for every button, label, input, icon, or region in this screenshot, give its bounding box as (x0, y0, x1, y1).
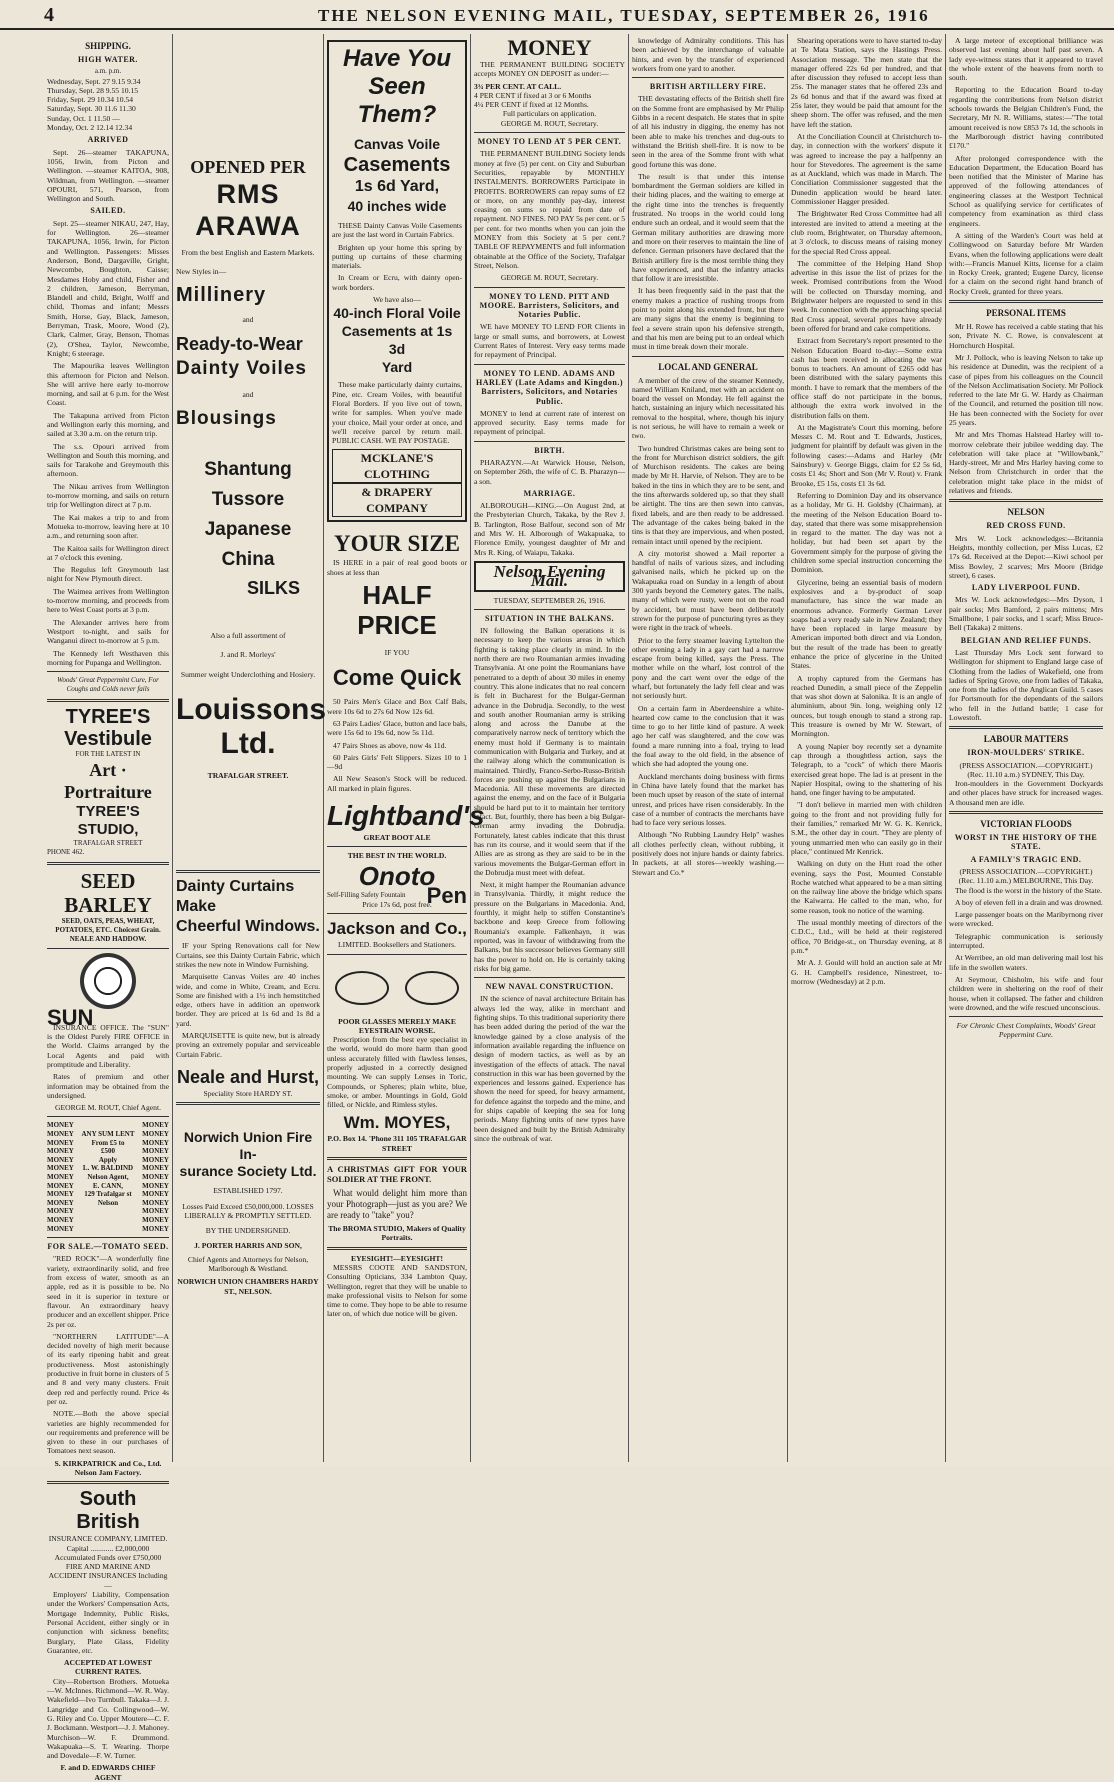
opened-per: OPENED PER (190, 157, 306, 177)
money-left: MONEY (47, 1207, 74, 1216)
local-general-heading: LOCAL AND GENERAL (658, 361, 758, 372)
money-right: MONEY (142, 1215, 169, 1224)
artillery-heading: BRITISH ARTILLERY FIRE. (649, 82, 767, 92)
misc-item: A sitting of the Warden's Court was held at Collingwood on Saturday before Mr Warden Evans, when the following applications were dealt with:—Francis Manuel Kitts, license for a claim in Rocky Creek, granted; Eugene Darcy, license for a claim on the second right hand branch of Rocky Creek, granted for three years. (949, 230, 1103, 296)
arrived-heading: ARRIVED (87, 135, 129, 145)
mclanes-2: & DRAPERY COMPANY (332, 483, 462, 517)
money-right: MONEY (142, 1173, 169, 1182)
onoto: Onoto (358, 860, 436, 891)
money-mid: L. W. BALDIND (82, 1164, 134, 1173)
shipping-news-item: The Mapourika leaves Wellington this afternoon for Picton and Nelson. She will arrive here early to-morrow morning, and sail at 6 p.m. for the West Coast. (47, 361, 169, 408)
money-mid: ANY SUM LENT (81, 1130, 135, 1139)
money-text: THE PERMANENT BUILDING SOCIETY accepts MONEY ON DEPOSIT as under:— (474, 60, 625, 79)
money-left: MONEY (47, 1164, 74, 1173)
column-news (629, 36, 787, 1462)
new-styles: New Styles in— (176, 267, 227, 277)
neale-hurst-addr: Speciality Store HARDY ST. (203, 1088, 293, 1098)
summer-underclothing: Summer weight Underclothing and Hosiery. (180, 669, 316, 679)
rout-sec: GEORGE M. ROUT, Secretary. (500, 118, 599, 128)
press-assoc-2: (PRESS ASSOCIATION.—COPYRIGHT.) (959, 866, 1093, 876)
tyree-street: TRAFALGAR STREET (73, 839, 143, 847)
norwich-union-2: surance Society Ltd. (179, 1163, 317, 1180)
tide-row: Monday, Oct. 2 12.14 12.34 (47, 123, 133, 133)
masthead (0, 0, 1114, 30)
money-right: MONEY (142, 1207, 169, 1216)
tyree-title: TYREE'S (65, 705, 151, 728)
and-text: and (242, 314, 254, 324)
south-british-title: South British (76, 1488, 140, 1534)
and-text-2: and (242, 389, 254, 399)
jackson-co: Jackson and Co., (327, 919, 467, 939)
seen-them: Seen Them? (357, 73, 437, 128)
eyesight: EYESIGHT!—EYESIGHT! (351, 1253, 443, 1263)
money-mid: E. CANN, (92, 1181, 124, 1190)
sun-emblem-icon (80, 953, 136, 1009)
spectacles-icon (327, 961, 467, 1011)
mclanes-1: MCKLANE'S CLOTHING (332, 449, 462, 483)
belgian-text: Last Thursday Mrs Lock sent forward to Wellington for shipment to England large case of Clothing from the ladies of Wakefield, one from ladies of Spring Grove, one from ladies of Takaka, one from the ladies of the Anglican Guild. 5 cases for Portsmouth for the dependants of the sailors who fell in the Jutland battle; 1 case for Lowestoft. (949, 647, 1103, 722)
money-row (47, 1164, 169, 1173)
dainty-voiles: Dainty Voiles (176, 357, 307, 379)
moyes-addr: P.O. Box 14. 'Phone 311 105 TRAFALGAR STREET (327, 1134, 467, 1153)
lady-liverpool-heading: LADY LIVERPOOL FUND. (971, 583, 1081, 593)
misc-item: After prolonged correspondence with the Education Department, the Education Board has been notified that the Minister of Marine has approved of the following attendances of engineering classes at the Westport Technical School as qualifying service for certificates of competency from examination as third class engineers. (949, 153, 1103, 228)
dainty-curtains: Dainty Curtains (176, 878, 295, 896)
ys-text: IS HERE in a pair of real good boots or shoes at less than (327, 558, 467, 577)
money-left: MONEY (47, 1224, 74, 1233)
flood-item: At Werribee, an old man delivering mail lost his life in the swollen waters. (949, 953, 1103, 972)
sb-chief: F. and D. EDWARDS CHIEF AGENT (60, 1763, 156, 1782)
blousings: Blousings (176, 408, 277, 430)
worst-history: WORST IN THE HISTORY OF THE STATE. (954, 833, 1098, 852)
adams-text: MONEY to lend at current rate of interest on approved security. Easy terms made for repayment of principal. (474, 408, 625, 437)
local-item: Mr A. J. Gould will hold an auction sale at Mr G. H. Campbell's residence, Ninestreet, to-morrow (Wednesday) at 2 p.m. (791, 958, 942, 986)
particulars: Full particulars on application. (502, 109, 597, 119)
curtains-para: IF your Spring Renovations call for New Curtains, see this Dainty Curtain Fabric, which strikes the new note in Window Furnishing. (176, 941, 320, 969)
money-row (47, 1190, 169, 1199)
marriage-heading: MARRIAGE. (523, 488, 576, 498)
high-water-heading: HIGH WATER. (78, 55, 138, 64)
seed-barley: BARLEY (64, 892, 152, 917)
sydney: (Rec. 11.10 a.m.) SYDNEY, This Day. (967, 769, 1085, 779)
money-row (47, 1147, 169, 1156)
casements: Casements (343, 154, 451, 176)
money-mid: £500 (101, 1147, 115, 1156)
boot-items (327, 697, 467, 793)
rate-6: 4 PER CENT if fixed at 3 or 6 Months (474, 90, 592, 100)
come-quick: Come Quick (332, 665, 462, 691)
money-right: MONEY (142, 1138, 169, 1147)
local-item: A young Napier boy recently set a dynamite cap through a thoughtless action, says the Telegraph, to a "cock" of which there Maoris exercised great hope. The lad is at present in the Napier Hospital, owing to the shattering of his hand, one finger having to be amputated. (791, 741, 942, 798)
local-item: Referring to Dominion Day and its observance as a holiday, Mr G. H. Goldsby (Chairman), at the meeting of the Nelson Education Board to-day, stated that there was some misapprehension in regard to the matter. The day was not a holiday, but had been set apart by the Government simply for the purpose of giving the children some special instruction concerning the Dominion. (791, 490, 942, 575)
naval-cont: knowledge of Admiralty conditions. This has been achieved by the interchange of valuable hints, and even by the transfer of experienced workers from one yard to another. (632, 36, 784, 73)
shipping-news-item: The Kaitoa sails for Wellington direct at 7 o'clock this evening. (47, 543, 169, 562)
money-left: MONEY (47, 1181, 74, 1190)
tyree-phone: PHONE 462. (47, 848, 85, 857)
column-money (471, 36, 628, 1462)
sb-funds: Accumulated Funds over £750,000 (54, 1552, 162, 1562)
floral-voile: 40-inch Floral Voile (333, 305, 461, 322)
naval-text: IN the science of naval architecture Britain has always led the way, alike in merchant and fighting ships. To this traditional superiority there has been added during the period of the war the knowledge gained by a close analysis of the information available regarding the influence on design of modern tactics, as well as by an investigation of the effects of attack. The naval construction in this war has been governed by the experiences and lessons gained. Experience has shown the need for speed, for heavy armament, for defence against the torpedo and the mine, and for ships capable of keeping the sea for long periods. Many fighting units of new types have been designed and built by the British Admiralty since the outbreak of war. (474, 994, 625, 1143)
money-right: MONEY (142, 1155, 169, 1164)
shipping-news-item: The Kennedy left Westhaven this morning for Pupanga and Wellington. (47, 648, 169, 667)
rms-arawa: RMS ARAWA (195, 179, 301, 241)
seed-text: SEED, OATS, PEAS, WHEAT, POTATOES, ETC. Choicest Grain. NEALE AND HADDOW. (55, 916, 161, 944)
tyree-text: FOR THE LATEST IN (75, 749, 141, 758)
editorial-date: TUESDAY, SEPTEMBER 26, 1916. (493, 595, 606, 605)
sb-text: Employers' Liability, Compensation under the Workers' Compensation Acts, Mortgage Indemnity, Public Risks, Personal Accident, either singly or in conjunction with sickness benefits; Burglary, Plate Glass, Fidelity Guarantee, etc. (47, 1590, 169, 1655)
rate-12: 4¼ PER CENT if fixed at 12 Months. (474, 100, 589, 110)
japanese: Japanese (204, 519, 292, 541)
boot-item: 50 Pairs Men's Glace and Box Calf Bals, were 10s 6d to 27s 6d Now 12s 6d. (327, 697, 467, 716)
wm-moyes: Wm. MOYES, (343, 1113, 451, 1133)
width: 40 inches wide (347, 198, 447, 214)
local-para: Prior to the ferry steamer leaving Lyttelton the other evening a lady in a gay cart had a narrow escape from being killed, says the Press. The mother while on the wharf, lost control of the pony and the cart went over the edge of the wharf, but fortunately the lady fell clear and was not seriously hurt. (632, 635, 784, 701)
sun-text: INSURANCE OFFICE. The "SUN" is the Oldest Purely FIRE OFFICE in the World. Claims arranged by the Local Agents and paid with promptitude and Liberality. (47, 1022, 169, 1069)
onoto-price: Price 17s 6d, post free. (362, 899, 432, 909)
millinery: Millinery (176, 283, 267, 306)
curtains-para: MARQUISETTE is quite new, but is already proving an extremely popular and serviceable Curtain Fabric. (176, 1031, 320, 1059)
money-mid: Apply (98, 1155, 118, 1164)
money-row (47, 1130, 169, 1139)
money-left: MONEY (47, 1155, 74, 1164)
cv-text: THESE Dainty Canvas Voile Casements are just the last word in Curtain Fabrics. (332, 221, 462, 240)
personal-item: Mr J. Pollock, who is leaving Nelson to take up his residence at Dunedin, was the recipient of a case of pipes from his colleagues on the Council of the Nelson Acclimatisation Society. Mr Pollock referred to the late Mr G. W. Hardy as Chairman of the Council, and returned the position till now. He has been connected with the Society for over 25 years. (949, 352, 1103, 427)
onoto-pen: Pen (426, 882, 467, 908)
money-right: MONEY (142, 1181, 169, 1190)
money-row (47, 1121, 169, 1130)
onoto-fill: Self-Filling Safety Fountain (327, 890, 406, 899)
labour-text: Iron-moulders in the Government Dockyards and other places have struck for increased wages. A thousand men are idle. (949, 779, 1103, 807)
flood-item: At Seymour, Chisholm, his wife and four children were in sheltering on the roof of their house, when it collapsed. The father and children were drowned, and the wife rescued unconscious. (949, 974, 1103, 1012)
cv-text2: Brighten up your home this spring by putting up curtains of these charming materials. (332, 242, 462, 271)
labour-heading: LABOUR MATTERS (983, 734, 1069, 745)
local-para: Although "No Rubbing Laundry Help" washes all clothes perfectly clean, without rubbing, it positively does not injure hands or dainty fabrics. In packets, at all stores—weekly washing.—Stewart and Co.* (632, 830, 784, 877)
melbourne: (Rec. 11.10 a.m.) MELBOURNE, This Day. (958, 876, 1094, 886)
glasses-text: Prescription from the best eye specialist in the world, would do more harm than good unless accurately filled with flawless lenses, properly adjusted in a correctly designed mounting. We can supply Lenses in Toric, Compounds, or Spheres; plain white, blue, smoke, or amber. Mountings in Gold, Gold filled, or Nickle, and Rimless styles. (327, 1035, 467, 1110)
shipping-news (47, 361, 169, 667)
tomato-text (47, 1254, 169, 1455)
misc-items (949, 36, 1103, 296)
nu-by: BY THE UNDERSIGNED. (205, 1226, 291, 1236)
local-items (791, 36, 942, 986)
local-para: A member of the crew of the steamer Kennedy, named William Kniland, met with an accident on board the vessel on Monday. He fell against the hatch, sustaining an injury which necessitated his removal to the hospital, where, though his injury is not serious, he will have to remain a week or two. (632, 375, 784, 441)
shipping-news-item: The Nikau arrives from Wellington to-morrow morning, and sails on return trip for Wellington direct at 7 p.m. (47, 481, 169, 510)
column-personal (946, 36, 1106, 1462)
personal-item: Mr and Mrs Thomas Halstead Harley will to-morrow celebrate their jubilee wedding day. The celebration will take place at "Willowbank," Hardy-street, Mr and Mrs Harley having come to Nelson from Christchurch in order that the celebration might take place in the midst of relatives and friends. (949, 430, 1103, 496)
sb-fire: FIRE AND MARINE AND ACCIDENT INSURANCES Including— (48, 1562, 168, 1590)
artillery-para: The result is that under this intense bombardment the German soldiers are killed in their hiding places, and the waiting to emerge at the right time into the trenches is frequently frustrated. No troops in the world could long endure such an ordeal, and it would seem that the German military authorities are drawing more and more on their reserves to maintain the line of defence. German prisoners have declared that the British artillery fire is the most terrible thing they have experienced, and that the infantry attacks that follow it are irresistible. (632, 171, 784, 284)
artillery-para: It has been frequently said in the past that the enemy makes a practice of rushing troops from point to point along his extended front, but there are many signs that the enemy is beginning to feel a severe strain upon his defensive strength, and that his men are being put to an ordeal which must in time break down their morale. (632, 286, 784, 352)
cheerful-windows: Cheerful Windows. (176, 918, 320, 936)
column-ads-right (324, 36, 485, 1462)
money-mid: From £5 to (91, 1138, 125, 1147)
money-right: MONEY (142, 1224, 169, 1233)
birth-text: PHARAZYN.—At Warwick House, Nelson, on September 26th, the wife of C. B. Pharazyn—a son. (474, 457, 625, 486)
price-yard: 1s 6d Yard, (354, 178, 440, 195)
lady-liverpool-text: Mrs W. Lock acknowledges:—Mrs Dyson, 1 pair socks; Mrs Bamford, 2 pairs mittens; Mrs Smallbone, 1 pair socks, and 1 scarf; Miss Bruce-Bell (Takaka) 2 mittens. (949, 595, 1103, 633)
money-left: MONEY (47, 1130, 74, 1139)
red-cross-heading: RED CROSS FUND. (986, 521, 1066, 531)
curtains-text (176, 941, 320, 1059)
sailed-text: Sept. 25—steamer NIKAU, 247, Hay, for Wellington. 26—steamer TAKAPUNA, 1056, Irwin, for Picton and Wellington. Passengers: Misses Anderson, Bond, Dargaville, Gright, Newcombe, Boughton, Caisse; Mesdames Hoby and child, Fisher and 2 children, Jameson, Berryman, Blandell and child, Bright, Wolff and child, Thomas and infant; Messrs Smith, Horse, Gay, Black, Jameson, Berryman, Trask, Moore, Wood (2), Clark, Calmer, Gray, Benson, Thomas (2), O'Shea, Taylor, Newcombe, Knight; 6 steerage. (47, 218, 169, 358)
floral-price: Casements at 1s 3d (341, 323, 453, 358)
sun-text2: Rates of premium and other information may be obtained from the undersigned. (47, 1072, 169, 1100)
nu-est: ESTABLISHED 1797. (213, 1186, 283, 1196)
shipping-news-item: The s.s. Opouri arrived from Wellington and South this morning, and sails for Tarakohe and Greymouth this afternoon. (47, 441, 169, 479)
money-mid: Nelson (97, 1198, 119, 1207)
local-item: At the Conciliation Council at Christchurch to-day, in connection with the workers' dispute it was agreed to increase the pay a halfpenny an hour for Stevedores. The agreement is the same as at Auckland, which was made in March. The Conciliation Commissioner suggested that the Dunedin application would be heard later. Commissioner Hagger presided. (791, 131, 942, 207)
balkans-para: IN following the Balkan operations it is necessary to keep the various areas in which fighting is taking place clearly in mind. In the north there are two Roumanian armies invading Transylvania. At one point the Roumanians have penetrated to a depth of about 30 miles in enemy country. This alone indicates that no real concern is felt in Bucharest for the Bulgar-German advance in the Dobrudja. Secondly, to the west and south another Roumanian army is striking along and across the Danube at the comparatively narrow neck of territory which the enemy must hold if Germany is to maintain communication with Bulgaria and Turkey, and at the railway along which the communication is maintained. Thirdly, Franco-Serbo-Russo-British forces are pushing up against the Bulgarians in Macedonia. All these movements are directed against the enemy, and on the face of it Bulgaria should be hard put to it to maintain her territory intact. But, fourthly, there has been a big Bulgar-German army invading the Dobrudja. Fortunately, latest cables indicate that this thrust has run its course, and it would seem that if the Allies are as strong as they are said to be in the various movements the Bulgar-German effort in the Dobrudja must meet with defeat. (474, 626, 625, 877)
iron-moulders: IRON-MOULDERS' STRIKE. (967, 748, 1085, 758)
tussore: Tussore (211, 489, 285, 511)
money-row (47, 1173, 169, 1182)
tide-row: Friday, Sept. 29 10.34 10.54 (47, 95, 133, 105)
tyree-studio: TYREE'S STUDIO, (76, 803, 140, 838)
tomato-heading: FOR SALE.—TOMATO SEED. (47, 1242, 169, 1252)
curtains-para: Marquisette Canvas Voiles are 40 inches wide, and come in White, Cream, and Ecru. Some are finished with a 1½ inch hemstitched edge, others have in addition an openwork border. They are priced at 1s 6d and 1s 8d a yard. (176, 972, 320, 1028)
cv-text4: These make particularly dainty curtains, Pine, etc. Cream Voiles, with beautiful Floral Borders. If you live out of town, write for samples. When you've made your choice, Mail your order at once, and we'll receive parcel by return mail. PUBLIC CASH. WE PAY POSTAGE. (332, 380, 462, 446)
shipping-news-item: The Waimea arrives from Wellington to-morrow morning, and proceeds from here to West Coast ports at 3 p.m. (47, 586, 169, 615)
seed-title: SEED (80, 868, 136, 893)
tide-row: Thursday, Sept. 28 9.55 10.15 (47, 85, 139, 95)
money-left: MONEY (47, 1190, 74, 1199)
press-assoc: (PRESS ASSOCIATION.—COPYRIGHT.) (959, 760, 1093, 770)
boot-item: 63 Pairs Ladies' Glace, button and lace bals, were 15s 6d to 19s 6d, now 5s 11d. (327, 718, 468, 738)
local-item: Walking on duty on the Hutt road the other evening, says the Post, Mounted Constable Roche watched what appeared to be a man sitting on the railway line above the bridge which spans the Kaiwarra. He called to the man, who, for some reason, took no notice of the warning. (791, 859, 942, 915)
louissons: Louissons (176, 693, 327, 727)
balkans-heading: SITUATION IN THE BALKANS. (484, 613, 615, 623)
sailed-heading: SAILED. (90, 206, 126, 216)
poor-glasses: POOR GLASSES MERELY MAKE EYESTRAIN WORSE. (338, 1016, 456, 1035)
local-general-text (632, 376, 784, 877)
onoto-best: THE BEST IN THE WORLD. (347, 851, 447, 861)
sb-accepted: ACCEPTED AT LOWEST CURRENT RATES. (64, 1658, 152, 1677)
tide-row: Sunday, Oct. 1 11.50 — (47, 113, 120, 123)
canvas-voile: Canvas Voile (353, 136, 441, 152)
local-item: A trophy captured from the Germans has reached Dunedin, a small piece of the Zeppelin that was shot down at Salonika. It is an angle of aluminium, about 9in. long, weighing only 12 ounces, but tough enough to stand a strong rap. This treasure is owned by Mr W. Stewart, of Mornington. (791, 673, 942, 739)
adams-harley: MONEY TO LEND. ADAMS AND HARLEY (Late Adams and Kingdon.) Barristers, Solicitors, and Notaries Public. (475, 368, 624, 406)
money-right: MONEY (142, 1130, 169, 1139)
nu-chambers: NORWICH UNION CHAMBERS HARDY ST., NELSON. (177, 1277, 319, 1296)
eyesight-text: MESSRS COOTE AND SANDSTON, Consulting Opticians, 334 Lambton Quay, Wellington, regret that they will be unable to make professional visits to Nelson for some time to come. They hope to be able to resume later on, of which due notice will be given. (327, 1262, 467, 1319)
local-item: Shearing operations were to have started to-day at Te Mata Station, says the Hastings Press. Association message. The men state that the manager offered 22s 6d per hundred, and that after discussion they refused to accept less than 25s. The manager states that he offered 23s and 2s 6d bonus and that if the award was fixed at 25s later, they would be paid that amount for the sheep shorn. The offer was refused, and the men have left the station. (791, 36, 942, 129)
flood-item: The flood is the worst in the history of the State. (955, 885, 1102, 895)
naval-heading: NEW NAVAL CONSTRUCTION. (485, 982, 614, 992)
lightbands: Lightband's (327, 800, 485, 832)
artillery-text (632, 94, 784, 351)
great-boot-ale: GREAT BOOT ALE (363, 833, 431, 843)
christmas-gift: A CHRISTMAS GIFT FOR YOUR SOLDIER AT THE FRONT. (327, 1164, 467, 1185)
local-item: "I don't believe in married men with children going to the front and not providing fully for their families," remarked Mr W. G. K. Kenrick, S.M., the other day in court. "They are plenty of young unmarried men who can easily go in their place," continued Mr Kenrick. (791, 800, 942, 856)
shipping-heading: SHIPPING. (85, 41, 131, 51)
local-item: At the Magistrate's Court this morning, before Messrs C. M. Rout and T. Edwards, Justices, judgment for plaintiff by default was given in the following cases:—Adams and Harley (Mr Sainsbury) v. George Biggs, claim for £2 5s 6d, costs £1 4s; Short and Son (Mr V. Rout) v. Frank Brooke, £5 15s, costs £1 3s 6d. (791, 422, 942, 488)
local-item: The usual monthly meeting of directors of the C.D.C., Ltd., will be held at their registered office, 70 Bridge-st., on Thursday evening, at 8 p.m.* (791, 918, 942, 955)
boot-item: All New Season's Stock will be reduced. All marked in plain figures. (327, 774, 467, 793)
if-you: IF YOU (384, 648, 410, 658)
tyree-art: Art · Portraiture (64, 760, 152, 802)
balkans-para: Next, it might hamper the Roumanian advance in Transylvania. Thirdly, it might reduce the pressure on the Bulgarians in Macedonia. And, fourthly, it might help to stiffen Constantine's backbone and keep Greece from following Roumania's example. Falkenhayn, it was reported, was in favour of withdrawing from the Balkans, but his successor believes Germany still has the power to hold on. He is certainly taking risks for big game. (474, 880, 625, 973)
local-para: On a certain farm in Aberdeenshire a white-hearted cow came to the conclusion that it was time to go to her little kind of pasture. A week ago her calf was slaughtered, and the cow was found a mare running into a foal, trying to lead the foal away to the old field, in the absence of which she had adopted the young one. (632, 703, 784, 769)
sb-agents: City—Robertson Brothers. Motueka—W. McInnes. Richmond—W. R. Way. Wakefield—Ivo Turnbull. Takaka—J. J. Langridge and Co. Collingwood—W. G. Riley and Co. Upper Moutere—C. F. J. Bockmann. Westport—J. J. Mahoney. Murchison—W. F. Drummond. Wakapuaka—S. T. Wearing. Thorpe and Dovedale—F. W. Turner. (47, 1676, 169, 1761)
from-markets: From the best English and Eastern Markets. (181, 248, 315, 257)
page-number: 4 (44, 4, 54, 26)
your-size: YOUR SIZE (334, 531, 460, 557)
local-item: The committee of the Helping Hand Shop advertise in this issue the list of prizes for the week. Promised contributions from the Wood will be collected on Thursday morning, and Brightwater helpers are requested to send in this week. In connection with the approaching special Red Cross appeal, several prizes have already been offered for brand and cake competitions. (791, 258, 942, 333)
money-row (47, 1199, 169, 1208)
sb-line: INSURANCE COMPANY, LIMITED. (48, 1534, 168, 1544)
lend-5: MONEY TO LEND AT 5 PER CENT. (477, 137, 622, 147)
money-right: MONEY (142, 1164, 169, 1173)
broma-studio: The BROMA STUDIO, Makers of Quality Portraits. (328, 1224, 466, 1243)
arrived-text: Sept. 26—steamer TAKAPUNA, 1056, Irwin, from Picton and Wellington. —steamer KAITOA, 908, Wildman, from Wellington. —steamer OPOURI, 571, Pearson, from Wellington and South. (47, 147, 169, 204)
ready-to-wear: Ready-to-Wear (176, 333, 303, 354)
tragic-end: A FAMILY'S TRAGIC END. (970, 854, 1082, 864)
price: PRICE (357, 610, 437, 641)
shantung: Shantung (204, 459, 292, 481)
shipping-news-item: The Regulus left Greymouth last night for New Plymouth direct. (47, 565, 169, 584)
money-row (47, 1182, 169, 1191)
artillery-para: THE devastating effects of the British shell fire on the Somme front are emphasised by Mr Philip Gibbs in a recent despatch. He states that in spite of all his industry in digging, the enemy has not been able to make his trenches and dug-outs to withstand the British shell-fire. It is now to be seen in the area of the Somme front with what good fortune this was done. (632, 94, 784, 169)
dainty-make: Make (176, 898, 217, 916)
shipping-news-item: The Takapuna arrived from Picton and Wellington early this morning, and sailed at 3.30 a.m. on the return trip. (47, 410, 169, 439)
shipping-news-item: The Alexander arrives here from Westport to-night, and sails for Wanganui direct to-morrow at 5 p.m. (47, 617, 169, 646)
balkans-text (474, 626, 625, 973)
floods-text (949, 886, 1103, 1013)
tide-header: a.m. p.m. (94, 67, 122, 76)
personal-items-heading: PERSONAL ITEMS (986, 308, 1066, 319)
silks: SILKS (246, 578, 300, 599)
tide-row: Wednesday, Sept. 27 9.15 9.34 (47, 76, 141, 86)
tide-table (47, 77, 169, 133)
birth-heading: BIRTH. (534, 445, 565, 455)
louissons-ltd: Ltd. (220, 727, 276, 761)
tide-row: Saturday, Sept. 30 11.6 11.30 (47, 104, 136, 114)
money-left: MONEY (47, 1173, 74, 1182)
canvas-voile-ad (327, 40, 467, 522)
lend-text: THE PERMANENT BUILDING Society lends money at five (5) per cent. on City and Suburban Securities, repayable by MONTHLY INSTALMENTS. BORROWERS Participate in PROFITS. BORROWERS can repay sums of £2 or more, on any monthly pay-day, interest ceasing on sums so repaid from date of repayment. NO FINES. NO PAY 5s per cent. or 5 per cent. for two months when you can join the MONEY from this Society at 5 per cent.? TABLE OF REPAYMENTS and full information obtainable at the Office of the Society, Trafalgar Street, Nelson. (474, 149, 625, 270)
local-para: Two hundred Christmas cakes are being sent to the front for Murchison district soldiers, the gift of Murchison residents. The cakes are being made by Mr H. Harvie, of Nelson. They are to be baked in the tins in which they are to be sent, and the tins afterwards soldered up, so that they shall be airtight. The tins are then sewn into canvas, fixed labels, and are then ready to be addressed. The advantage of the cakes being baked in the tins is that they are impervious, and when posted, remain intact until opened by the recipient. (632, 443, 784, 546)
lend-sec: GEORGE M. ROUT, Secretary. (500, 273, 599, 283)
money-row (47, 1139, 169, 1148)
local-item: The Brightwater Red Cross Committee had all interested are invited to attend a meeting at the club room, Brightwater, on Thursday afternoon, at 3 o'clock, to discuss means of raising money for the special Red Cross appeal. (791, 209, 942, 256)
local-item: Extract from Secretary's report presented to the Nelson Education Board to-day:—Some extra cash has been received in allocating the war bonus to teachers. An amount of £265 odd has been distributed with the salary payments this month. I have to remark that the members of the office staff do not participate in the bonus, although the extra work involved in the distribution falls on them. (791, 336, 942, 420)
personal-items-text (949, 322, 1103, 495)
money-row (47, 1207, 169, 1216)
money-mid: Nelson Agent, (87, 1173, 129, 1182)
tomato-para: NOTE.—Both the above special varieties are highly recommended for our requirements and preference will be given to these in our purchases of Tomatoes next season. (47, 1409, 169, 1456)
money-right: MONEY (142, 1198, 169, 1207)
local-para: Auckland merchants doing business with firms in China have lately found that the market has been much upset by reason of the state of internal unrest, and prices have risen considerably. In the case of a number of contracts the merchants have had to face very serious losses. (632, 771, 784, 828)
rate-call: 3¾ PER CENT. AT CALL. (474, 81, 562, 91)
money-right: MONEY (142, 1147, 169, 1156)
norwich-union: Norwich Union Fire In- (183, 1129, 313, 1163)
money-mid: 129 Trafalgar st (84, 1190, 132, 1199)
cv-text3: In Cream or Ecru, with dainty open-work borders. (332, 273, 462, 292)
tomato-para: "NORTHERN LATITUDE"—A decided novelty of high merit because of its early ripening habit and great productiveness. Most astonishingly productive in fruit borne in clusters of 5 and 8 and very many clusters. Fruit deep red and perfectly round. Price 4s per oz. (47, 1331, 169, 1406)
newspaper-title: THE NELSON EVENING MAIL, TUESDAY, SEPTEMBER 26, 1916 (318, 6, 930, 25)
flood-item: Large passenger boats on the Maribyrnong river were wrecked. (949, 910, 1103, 929)
money-left: MONEY (47, 1138, 74, 1147)
column-local (788, 36, 945, 1462)
local-item: Glycerine, being an essential basis of modern explosives and a by-product of soap manufacture, has since the war made an enormous advance. Formerly German Lever soaps had a very ready sale in New Zealand; they have been replaced in large measure by American imported both direct and via London, but the result of the trade has been to greatly enhance the price of glycerine in the United States. (791, 577, 942, 671)
misc-item: A large meteor of exceptional brilliance was observed last evening about half past seven. A lady eye-witness states that it appeared to travel the whole extent of the heavens from north to south. (949, 36, 1103, 83)
half: HALF (362, 580, 432, 611)
boot-item: 47 Pairs Shoes as above, now 4s 11d. (333, 740, 447, 750)
pitt-text: WE have MONEY TO LEND FOR Clients in large or small sums, and borrowers, at Lowest Current Rates of Interest. Very easy terms made for repayment of Principal. (474, 322, 625, 360)
tomato-para: "RED ROCK"—A wonderfully fine variety, extraordinarily solid, and free from excess of water, smooth as an apple, red as it is possible to be. No seed in it is superior in texture or flavour. An extraordinary heavy producer and an excellent shipper. Price 2s per oz. (47, 1254, 169, 1329)
boot-item: 60 Pairs Girls' Felt Slippers. Sizes 10 to 1—9d (327, 752, 467, 772)
china: China (221, 549, 275, 571)
money-row (47, 1216, 169, 1225)
personal-item: Mr H. Rowe has received a cable stating that his son, Private N. C. Rowe, is convalescent at Hornchurch Hospital. (949, 322, 1103, 350)
xmas-text: What would delight him more than your Photograph—just as you are? We are ready to "take" you? (327, 1188, 467, 1221)
sun-title: SUN (47, 1005, 94, 1031)
assortment: Also a full assortment of (210, 631, 286, 641)
floral-yard: Yard (381, 359, 413, 376)
editorial-masthead: Nelson Evening Mail. (474, 561, 625, 592)
sb-capital: Capital ............ £2,000,000 (66, 1543, 150, 1553)
neale-hurst: Neale and Hurst, (176, 1066, 320, 1087)
cv-also: We have also— (373, 295, 421, 305)
red-cross-text: Mrs W. Lock acknowledges:—Britannia Heights, monthly collection, per Miss Lucas, £2 17s 6d. Received at the Depot:—Kiwi school per Miss Bowley, 2 scarves; Mrs Moore (Bridge street), 6 cases. (949, 533, 1103, 580)
local-para: A city motorist showed a Mail reporter a handful of nails of various sizes, and including galvanised nails, which he picked up on the Wakapuaka road on Sunday in a length of about 300 yards beyond the Cemetery gates. The nails, many of which were rusty, were not on the road by accident, but must have been deliberately strewn for the purpose of puncturing tyres as they were right in the track of wheels. (632, 548, 784, 633)
woods-ad: Woods' Great Peppermint Cure, For Coughs and Colds never fails (57, 676, 159, 694)
money-right: MONEY (142, 1190, 169, 1199)
money-row (47, 1156, 169, 1165)
money-ad (47, 1121, 169, 1233)
nelson-heading: NELSON (1007, 507, 1045, 518)
nu-losses: Losses Paid Exceed £50,000,000. LOSSES LIBERALLY & PROMPTLY SETTLED. (182, 1201, 314, 1220)
flood-item: A boy of eleven fell in a drain and was drowned. (955, 897, 1103, 907)
have-you: Have You (342, 45, 452, 72)
shipping-news-item: The Kai makes a trip to and from Motueka to-morrow, leaving here at 10 a.m., and returning soon after. (47, 512, 169, 541)
sun-agent: GEORGE M. ROUT, Chief Agent. (55, 1103, 161, 1113)
nu-harris: J. PORTER HARRIS AND SON, (194, 1241, 302, 1251)
money-left: MONEY (47, 1121, 74, 1130)
pitt-moore: MONEY TO LEND. PITT AND MOORE. Barristers, Solicitors, and Notaries Public. (479, 291, 620, 320)
flood-item: Telegraphic communication is seriously interrupted. (949, 931, 1103, 951)
money-title: MONEY (507, 35, 592, 60)
nu-agents: Chief Agents and Attorneys for Nelson, Marlborough & Westland. (187, 1254, 309, 1274)
money-left: MONEY (47, 1215, 74, 1224)
marriage-text: ALBOROUGH—KING.—On August 2nd, at the Presbyterian Church, Takaka, by the Rev J. B. Tarlington, Rose Balfour, second son of Mr and Mrs W. H. Alborough of Wakapuaka, to Florence Emily, youngest daughter of Mr and Mrs R. King, of Waiapu, Takaka. (474, 501, 625, 557)
morleys: J. and R. Morleys' (220, 650, 276, 660)
footer-ad: For Chronic Chest Complaints, Woods' Great Peppermint Cure. (956, 1021, 1096, 1040)
column-ads-left (173, 36, 327, 1462)
column-shipping (44, 36, 172, 1782)
jackson-sub: LIMITED. Booksellers and Stationers. (338, 940, 456, 950)
money-row (47, 1225, 169, 1234)
money-right: MONEY (142, 1121, 169, 1130)
tyree-subtitle: Vestibule (64, 727, 152, 750)
trafalgar-street: TRAFALGAR STREET. (207, 771, 289, 781)
money-left: MONEY (47, 1147, 74, 1156)
kirkpatrick: S. KIRKPATRICK and Co., Ltd. Nelson Jam Factory. (54, 1458, 162, 1477)
misc-item: Reporting to the Education Board to-day regarding the contributions from Nelson district schools towards the Belgian Children's Fund, the Secretary, Mr N. R. Williams, states:—"The total amount received is now £853 7s 1d, the schools in the Marlborough district having contributed £170." (949, 85, 1103, 151)
victorian-floods-heading: VICTORIAN FLOODS (980, 819, 1072, 830)
belgian-heading: BELGIAN AND RELIEF FUNDS. (960, 635, 1092, 645)
money-left: MONEY (47, 1198, 74, 1207)
